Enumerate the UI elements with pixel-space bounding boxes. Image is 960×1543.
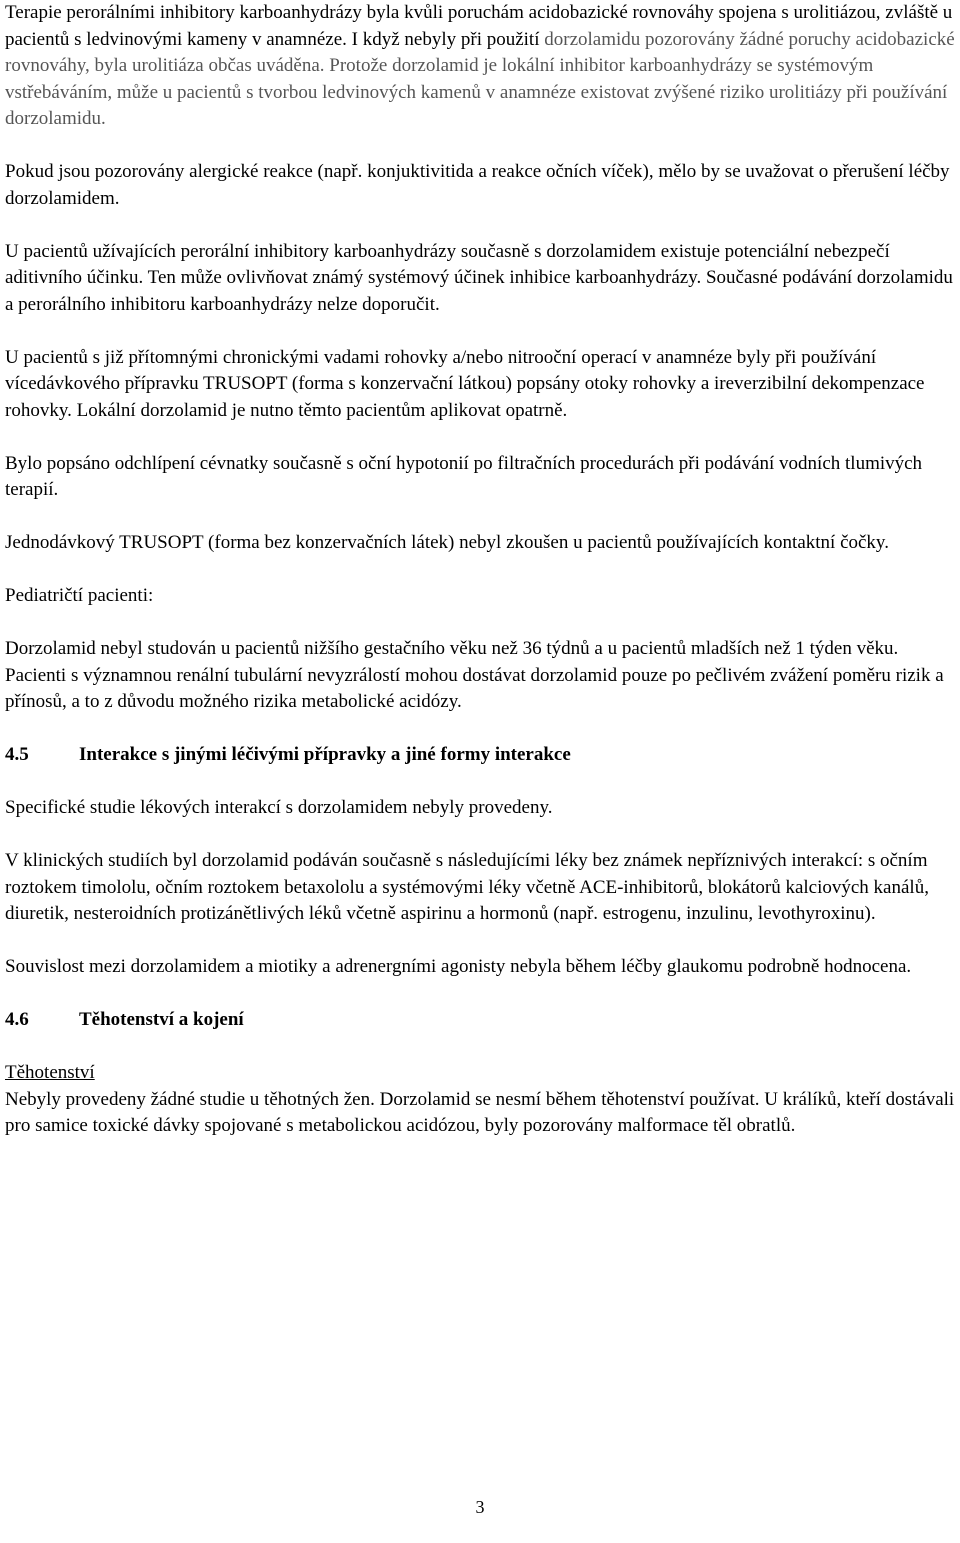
paragraph-urolithiasis-faded-text: dorzolamidu pozorovány žádné poruchy acidobazické rovnováhy, byla urolitiáza občas uváděna. Protože dorzolamid je lokální inhibitor karboanhydrázy se systémovým vstřebáváním, může u pacientů s tvorbou ledvinových kamenů v anamnéze existovat zvýšené riziko urolitiázy při používání dorzolamidu. (5, 28, 955, 129)
paragraph-choroidal-detachment: Bylo popsáno odchlípení cévnatky současně s oční hypotonií po filtračních procedurách při podávání vodních tlumivých terapií. (5, 452, 923, 500)
paragraph-urolithiasis (5, 0, 957, 133)
section-title: Těhotenství a kojení (79, 1009, 244, 1030)
paragraph-interaction-studies: Specifické studie lékových interakcí s dorzolamidem nebyly provedeny. (5, 797, 553, 818)
section-number: 4.5 (5, 744, 29, 765)
document-page (5, 0, 957, 1166)
paragraph-contact-lenses: Jednodávkový TRUSOPT (forma bez konzervačních látek) nebyl zkoušen u pacientů používajících kontaktní čočky. (5, 532, 889, 553)
paragraph-miotics: Souvislost mezi dorzolamidem a miotiky a adrenergními agonisty nebyla během léčby glaukomu podrobně hodnocena. (5, 956, 912, 977)
page-number: 3 (475, 1497, 485, 1517)
paragraph-clinical-studies: V klinických studiích byl dorzolamid podáván současně s následujícími léky bez známek nepříznivých interakcí: s očním roztokem timololu, očním roztokem betaxololu a systémovými léky včetně ACE-inhibitorů, blokátorů kalciových kanálů, diuretik, nesteroidních protizánětlivých léků včetně aspirinu a hormonů (např. estrogenu, inzulinu, levothyroxinu). (5, 850, 929, 924)
paragraph-pediatric-label: Pediatričtí pacienti: (5, 585, 154, 606)
paragraph-cornea: U pacientů s již přítomnými chronickými vadami rohovky a/nebo nitrooční operací v anamnéze byly při používání vícedávkového přípravku TRUSOPT (forma s konzervační látkou) popsány otoky rohovky a ireverzibilní dekompenzace rohovky. Lokální dorzolamid je nutno těmto pacientům aplikovat opatrně. (5, 346, 925, 421)
paragraph-oral-inhibitors: U pacientů užívajících perorální inhibitory karboanhydrázy současně s dorzolamidem existuje potenciální nebezpečí aditivního účinku. Ten může ovlivňovat známý systémový účinek inhibice karboanhydrázy. Současné podávání dorzolamidu a perorálního inhibitoru karboanhydrázy nelze doporučit. (5, 240, 953, 315)
paragraph-pediatric: Dorzolamid nebyl studován u pacientů nižšího gestačního věku než 36 týdnů a u pacientů mladších než 1 týden věku. Pacienti s významnou renální tubulární nevyzrálostí mohou dostávat dorzolamid pouze po pečlivém zvážení poměru rizik a přínosů, a to z důvodu možného rizika metabolické acidózy. (5, 638, 944, 712)
paragraph-pregnancy: Nebyly provedeny žádné studie u těhotných žen. Dorzolamid se nesmí během těhotenství používat. U králíků, kteří dostávali pro samice toxické dávky spojované s metabolickou acidózou, byly pozorovány malformace těl obratlů. (5, 1088, 955, 1136)
section-number: 4.6 (5, 1009, 29, 1030)
section-title: Interakce s jinými léčivými přípravky a jiné formy interakce (79, 744, 571, 765)
section-heading-4-5 (5, 742, 957, 769)
paragraph-allergic-reactions: Pokud jsou pozorovány alergické reakce (např. konjuktivitida a reakce očních víček), mělo by se uvažovat o přerušení léčby dorzolamidem. (5, 161, 950, 209)
subheading-pregnancy: Těhotenství (5, 1062, 95, 1083)
section-heading-4-6 (5, 1007, 957, 1034)
paragraph-urolithiasis-text: Terapie perorálními inhibitory karboanhydrázy byla kvůli poruchám acidobazické rovnováhy spojena s urolitiázou, zvláště u pacientů s ledvinovými kameny v anamnéze. I když nebyly při použití (5, 2, 953, 50)
